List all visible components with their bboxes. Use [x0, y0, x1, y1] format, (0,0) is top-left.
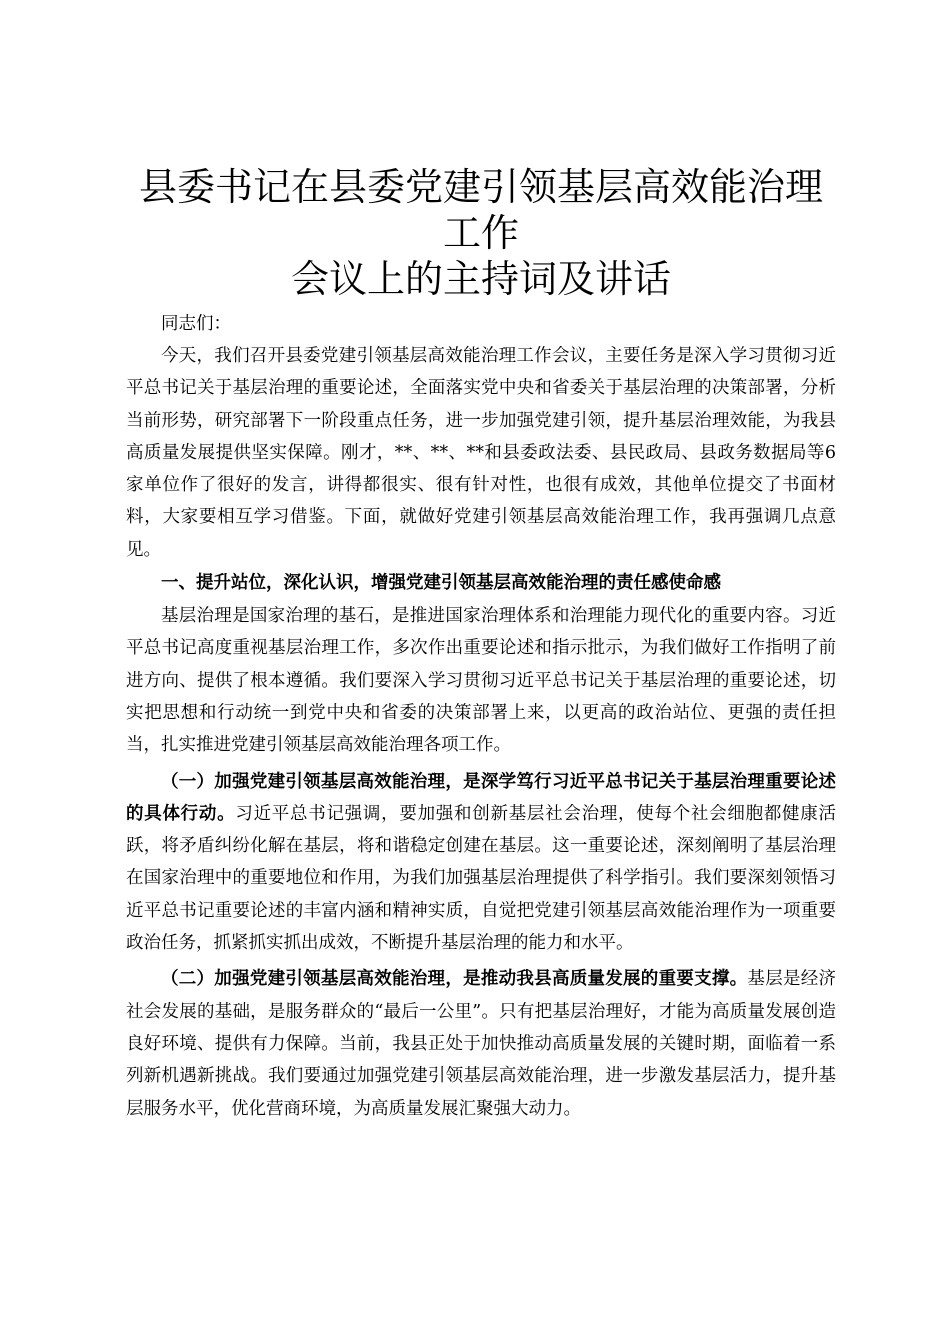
point-2-text: 基层是经济社会发展的基础，是服务群众的“最后一公里”。只有把基层治理好，才能为高质量发展创造良好环境、提供有力保障。当前，我县正处于加快推动高质量发展的关键时期，面临着一系列新机遇新挑战。我们要通过加强党建引领基层高效能治理，进一步激发基层活力，提升基层服务水平，优化营商环境，为高质量发展汇聚强大动力。 — [126, 969, 837, 1119]
title-line-1: 县委书记在县委党建引领基层高效能治理工作 — [138, 165, 823, 255]
section-1-body: 基层治理是国家治理的基石，是推进国家治理体系和治理能力现代化的重要内容。习近平总书记高度重视基层治理工作，多次作出重要论述和指示批示，为我们做好工作指明了前进方向、提供了根本遵循。我们要深入学习贯彻习近平总书记关于基层治理的重要论述，切实把思想和行动统一到党中央和省委的决策部署上来，以更高的政治站位、更强的责任担当，扎实推进党建引领基层高效能治理各项工作。 — [126, 606, 836, 756]
document-title — [126, 164, 836, 302]
point-2-lead: （二）加强党建引领基层高效能治理，是推动我县高质量发展的重要支撑。 — [161, 969, 748, 990]
point-1-lead: （一）加强党建引领基层高效能治理，是深学笃行习近平总书记关于基层治理重要论述的具体行动。 — [126, 771, 836, 824]
section-1-heading: 一、提升站位，深化认识，增强党建引领基层高效能治理的责任感使命感 — [161, 573, 721, 594]
section-1-point-1 — [126, 766, 836, 960]
point-1-text: 习近平总书记强调，要加强和创新基层社会治理，使每个社会细胞都健康活跃，将矛盾纠纷化解在基层，将和谐稳定创建在基层。这一重要论述，深刻阐明了基层治理在国家治理中的重要地位和作用，为我们加强基层治理提供了科学指引。我们要深刻领悟习近平总书记重要论述的丰富内涵和精神实质，自觉把党建引领基层高效能治理作为一项重要政治任务，抓紧抓实抓出成效，不断提升基层治理的能力和水平。 — [126, 803, 836, 954]
title-line-2: 会议上的主持词及讲话 — [290, 257, 671, 301]
salutation: 同志们： — [161, 314, 231, 334]
intro-paragraph: 今天，我们召开县委党建引领基层高效能治理工作会议，主要任务是深入学习贯彻习近平总书记关于基层治理的重要论述，全面落实党中央和省委关于基层治理的决策部署，分析当前形势，研究部署下一阶段重点任务，进一步加强党建引领，提升基层治理效能，为我县高质量发展提供坚实保障。刚才，**、**、**和县委政法委、县民政局、县政务数据局等6家单位作了很好的发言，讲得都很实、很有针对性，也很有成效，其他单位提交了书面材料，大家要相互学习借鉴。下面，就做好党建引领基层高效能治理工作，我再强调几点意见。 — [126, 346, 836, 560]
document-page — [126, 164, 836, 1125]
section-1-point-2 — [126, 963, 836, 1124]
